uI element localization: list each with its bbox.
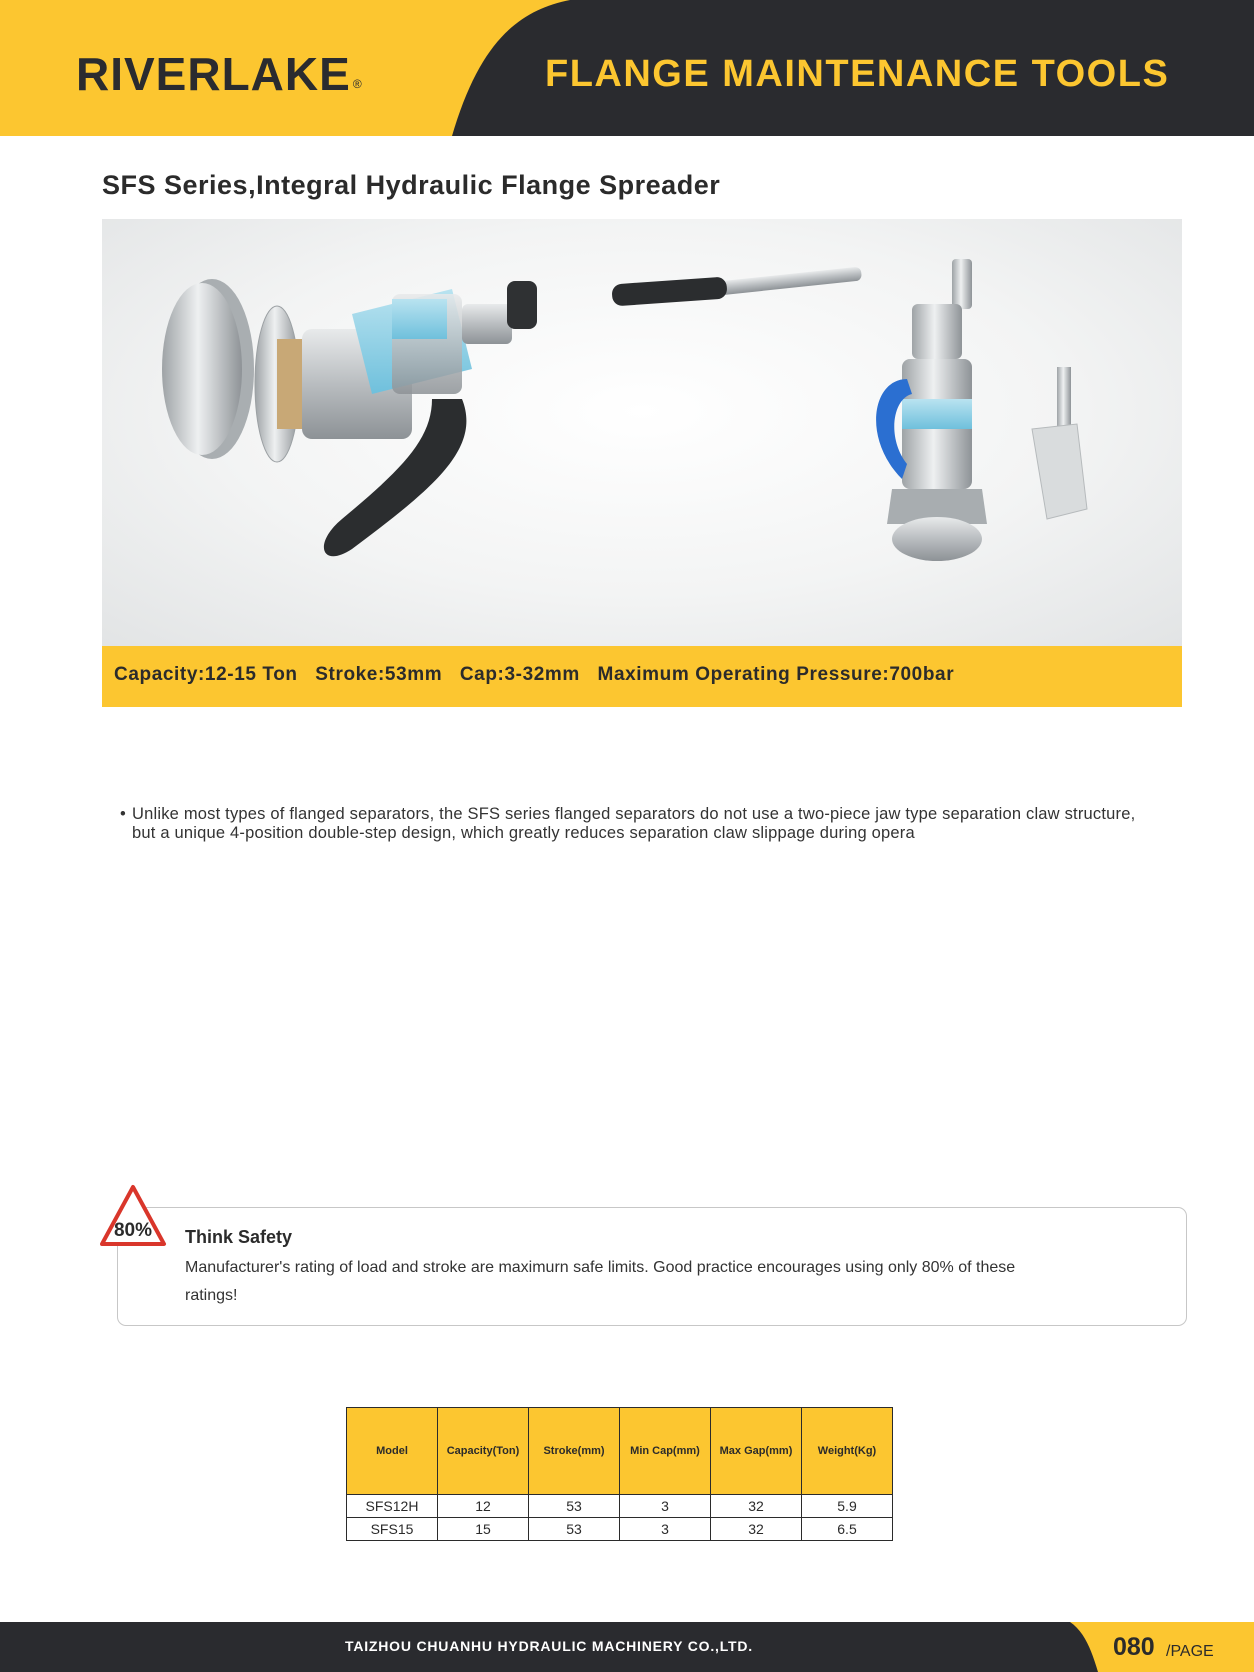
spec-table <box>346 1407 893 1541</box>
flange-spreader-illustration <box>102 219 1182 646</box>
table-row <box>347 1518 893 1541</box>
cell-stroke: 53 <box>529 1518 620 1541</box>
cell-min-cap: 3 <box>620 1518 711 1541</box>
header-weight: Weight(Kg) <box>802 1408 893 1495</box>
cell-weight: 6.5 <box>802 1518 893 1541</box>
hand-pump <box>611 259 1087 561</box>
table-row <box>347 1495 893 1518</box>
spreader-head <box>162 279 537 556</box>
page-footer <box>0 1622 1254 1672</box>
product-title: SFS Series,Integral Hydraulic Flange Spreader <box>102 170 721 200</box>
cell-model: SFS15 <box>347 1518 438 1541</box>
header-max-gap: Max Gap(mm) <box>711 1408 802 1495</box>
cell-max-gap: 32 <box>711 1495 802 1518</box>
safety-badge: 80% <box>113 1220 153 1241</box>
cell-max-gap: 32 <box>711 1518 802 1541</box>
section-title: FLANGE MAINTENANCE TOOLS <box>545 53 1170 95</box>
page-number: 080 <box>1113 1633 1155 1661</box>
spec-summary: Capacity:12-15 Ton Stroke:53mm Cap:3-32mm Maximum Operating Pressure:700bar <box>114 664 955 685</box>
brand-name: RIVERLAKE <box>76 48 351 100</box>
cell-weight: 5.9 <box>802 1495 893 1518</box>
cell-stroke: 53 <box>529 1495 620 1518</box>
cell-min-cap: 3 <box>620 1495 711 1518</box>
header-model: Model <box>347 1408 438 1495</box>
cell-model: SFS12H <box>347 1495 438 1518</box>
header-min-cap: Min Cap(mm) <box>620 1408 711 1495</box>
header-capacity: Capacity(Ton) <box>438 1408 529 1495</box>
page-label: /PAGE <box>1166 1643 1214 1660</box>
brand-logo <box>76 46 363 102</box>
company-name: TAIZHOU CHUANHU HYDRAULIC MACHINERY CO.,LTD. <box>345 1638 753 1654</box>
header-stroke: Stroke(mm) <box>529 1408 620 1495</box>
product-photo <box>102 219 1182 646</box>
cell-capacity: 15 <box>438 1518 529 1541</box>
safety-text: Manufacturer's rating of load and stroke are maximurn safe limits. Good practice encourages using only 80% of these ratings! <box>185 1259 1016 1304</box>
bullet-dot: • <box>120 805 126 823</box>
registered-mark: ® <box>352 77 363 91</box>
warning-triangle-icon <box>98 1183 168 1249</box>
description-text: Unlike most types of flanged separators, the SFS series flanged separators do not use a two-piece jaw type separation claw structure, but a unique 4-position double-step design, which greatly reduces separation claw slippage during opera <box>132 805 1136 842</box>
table-header-row <box>347 1408 893 1495</box>
spec-bar <box>102 646 1182 707</box>
cell-capacity: 12 <box>438 1495 529 1518</box>
page-header <box>0 0 1254 136</box>
safety-title: Think Safety <box>185 1227 293 1247</box>
